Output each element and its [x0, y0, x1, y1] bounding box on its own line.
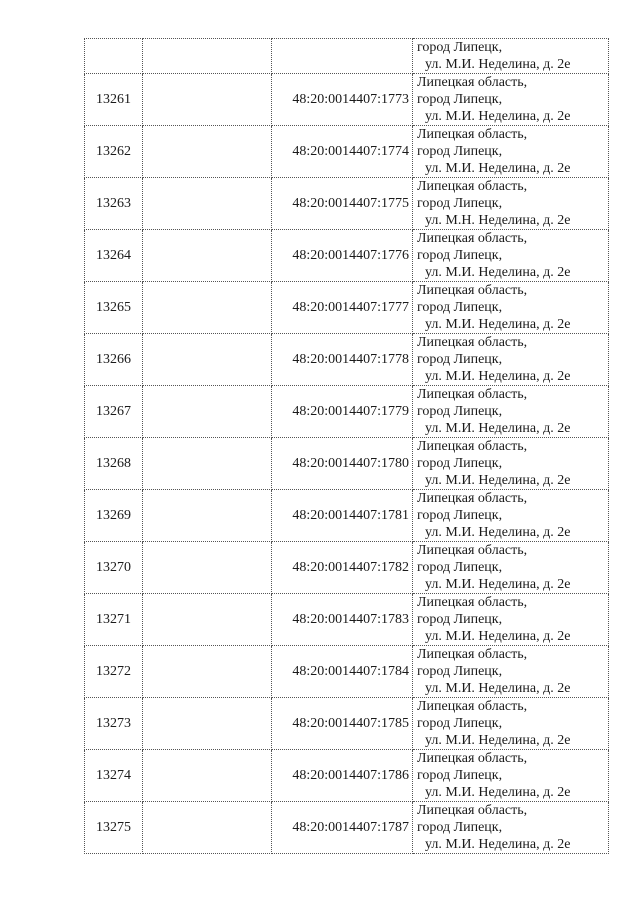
- row-number-cell: 13274: [85, 750, 143, 802]
- empty-cell: [143, 230, 272, 282]
- empty-cell: [143, 386, 272, 438]
- address-line: ул. М.И. Неделина, д. 2е: [425, 161, 571, 176]
- address-line: Липецкая область,: [417, 387, 528, 402]
- address-line: ул. М.Н. Неделина, д. 2е: [425, 213, 571, 228]
- address-line: город Липецк,: [417, 144, 503, 159]
- address-cell: [413, 282, 609, 334]
- address-line: ул. М.И. Неделина, д. 2е: [425, 369, 571, 384]
- cadastral-number-cell: 48:20:0014407:1782: [272, 542, 413, 594]
- table-row: [85, 750, 609, 802]
- address-cell: [413, 802, 609, 854]
- cadastral-number-cell: 48:20:0014407:1773: [272, 74, 413, 126]
- empty-cell: [143, 334, 272, 386]
- empty-cell: [143, 750, 272, 802]
- property-table: [84, 38, 609, 854]
- address-line: Липецкая область,: [417, 543, 528, 558]
- row-number-cell: 13268: [85, 438, 143, 490]
- row-number-cell: 13263: [85, 178, 143, 230]
- row-number-cell: 13272: [85, 646, 143, 698]
- empty-cell: [143, 178, 272, 230]
- address-line: город Липецк,: [417, 508, 503, 523]
- address-cell: [413, 386, 609, 438]
- address-line: город Липецк,: [417, 716, 503, 731]
- table-row: [85, 126, 609, 178]
- address-cell: [413, 126, 609, 178]
- table-row: [85, 490, 609, 542]
- address-line: Липецкая область,: [417, 283, 528, 298]
- address-line: Липецкая область,: [417, 491, 528, 506]
- address-cell: [413, 594, 609, 646]
- empty-cell: [143, 39, 272, 74]
- cadastral-number-cell: 48:20:0014407:1778: [272, 334, 413, 386]
- row-number-cell: 13265: [85, 282, 143, 334]
- address-line: ул. М.И. Неделина, д. 2е: [425, 265, 571, 280]
- address-line: город Липецк,: [417, 40, 503, 55]
- address-cell: [413, 698, 609, 750]
- address-line: Липецкая область,: [417, 595, 528, 610]
- row-number-cell: 13271: [85, 594, 143, 646]
- address-line: Липецкая область,: [417, 751, 528, 766]
- address-line: город Липецк,: [417, 664, 503, 679]
- row-number-cell: 13269: [85, 490, 143, 542]
- table-row: [85, 542, 609, 594]
- empty-cell: [143, 490, 272, 542]
- cadastral-number-cell: 48:20:0014407:1786: [272, 750, 413, 802]
- address-cell: [413, 490, 609, 542]
- cadastral-number-cell: 48:20:0014407:1780: [272, 438, 413, 490]
- table-row: [85, 74, 609, 126]
- table-row: [85, 386, 609, 438]
- address-cell: [413, 230, 609, 282]
- table-row: [85, 646, 609, 698]
- cadastral-number-cell: 48:20:0014407:1779: [272, 386, 413, 438]
- address-cell: [413, 74, 609, 126]
- address-cell: [413, 438, 609, 490]
- cadastral-number-cell: 48:20:0014407:1787: [272, 802, 413, 854]
- address-line: город Липецк,: [417, 404, 503, 419]
- table-row: [85, 438, 609, 490]
- empty-cell: [143, 646, 272, 698]
- address-line: ул. М.И. Неделина, д. 2е: [425, 577, 571, 592]
- address-line: Липецкая область,: [417, 439, 528, 454]
- address-line: Липецкая область,: [417, 699, 528, 714]
- cadastral-number-cell: 48:20:0014407:1776: [272, 230, 413, 282]
- row-number-cell: 13264: [85, 230, 143, 282]
- address-cell: [413, 542, 609, 594]
- address-cell: [413, 750, 609, 802]
- address-line: город Липецк,: [417, 820, 503, 835]
- property-table-body: [85, 39, 609, 854]
- address-cell: [413, 178, 609, 230]
- table-row: [85, 282, 609, 334]
- address-line: город Липецк,: [417, 456, 503, 471]
- empty-cell: [143, 74, 272, 126]
- address-line: город Липецк,: [417, 612, 503, 627]
- table-row: [85, 594, 609, 646]
- address-line: ул. М.И. Неделина, д. 2е: [425, 57, 571, 72]
- row-number-cell: 13267: [85, 386, 143, 438]
- cadastral-number-cell: 48:20:0014407:1785: [272, 698, 413, 750]
- cadastral-number-cell: 48:20:0014407:1784: [272, 646, 413, 698]
- cadastral-number-cell: 48:20:0014407:1774: [272, 126, 413, 178]
- address-line: город Липецк,: [417, 248, 503, 263]
- cadastral-number-cell: 48:20:0014407:1775: [272, 178, 413, 230]
- address-line: Липецкая область,: [417, 335, 528, 350]
- address-line: ул. М.И. Неделина, д. 2е: [425, 785, 571, 800]
- table-row: [85, 802, 609, 854]
- row-number-cell: 13270: [85, 542, 143, 594]
- address-cell: [413, 646, 609, 698]
- cadastral-number-cell: 48:20:0014407:1781: [272, 490, 413, 542]
- address-line: ул. М.И. Неделина, д. 2е: [425, 421, 571, 436]
- address-line: ул. М.И. Неделина, д. 2е: [425, 733, 571, 748]
- address-line: ул. М.И. Неделина, д. 2е: [425, 837, 571, 852]
- address-line: город Липецк,: [417, 768, 503, 783]
- address-line: город Липецк,: [417, 196, 503, 211]
- address-line: ул. М.И. Неделина, д. 2е: [425, 525, 571, 540]
- address-line: город Липецк,: [417, 92, 503, 107]
- address-line: ул. М.И. Неделина, д. 2е: [425, 317, 571, 332]
- table-row: [85, 698, 609, 750]
- row-number-cell: 13266: [85, 334, 143, 386]
- row-number-cell: 13261: [85, 74, 143, 126]
- address-line: Липецкая область,: [417, 803, 528, 818]
- address-line: Липецкая область,: [417, 127, 528, 142]
- empty-cell: [143, 282, 272, 334]
- address-line: Липецкая область,: [417, 75, 528, 90]
- cadastral-number-cell: 48:20:0014407:1783: [272, 594, 413, 646]
- empty-cell: [143, 126, 272, 178]
- address-line: Липецкая область,: [417, 179, 528, 194]
- row-number-cell: 13275: [85, 802, 143, 854]
- address-cell: [413, 39, 609, 74]
- address-line: город Липецк,: [417, 560, 503, 575]
- address-line: Липецкая область,: [417, 647, 528, 662]
- address-line: город Липецк,: [417, 300, 503, 315]
- empty-cell: [143, 594, 272, 646]
- table-row: [85, 334, 609, 386]
- empty-cell: [143, 802, 272, 854]
- address-line: ул. М.И. Неделина, д. 2е: [425, 109, 571, 124]
- address-line: Липецкая область,: [417, 231, 528, 246]
- row-number-cell: 13262: [85, 126, 143, 178]
- cadastral-number-cell: [272, 39, 413, 74]
- address-cell: [413, 334, 609, 386]
- address-line: ул. М.И. Неделина, д. 2е: [425, 473, 571, 488]
- empty-cell: [143, 542, 272, 594]
- empty-cell: [143, 438, 272, 490]
- address-line: ул. М.И. Неделина, д. 2е: [425, 629, 571, 644]
- empty-cell: [143, 698, 272, 750]
- row-number-cell: [85, 39, 143, 74]
- address-line: ул. М.И. Неделина, д. 2е: [425, 681, 571, 696]
- table-row: [85, 230, 609, 282]
- cadastral-number-cell: 48:20:0014407:1777: [272, 282, 413, 334]
- table-row: [85, 178, 609, 230]
- row-number-cell: 13273: [85, 698, 143, 750]
- table-row: [85, 39, 609, 74]
- address-line: город Липецк,: [417, 352, 503, 367]
